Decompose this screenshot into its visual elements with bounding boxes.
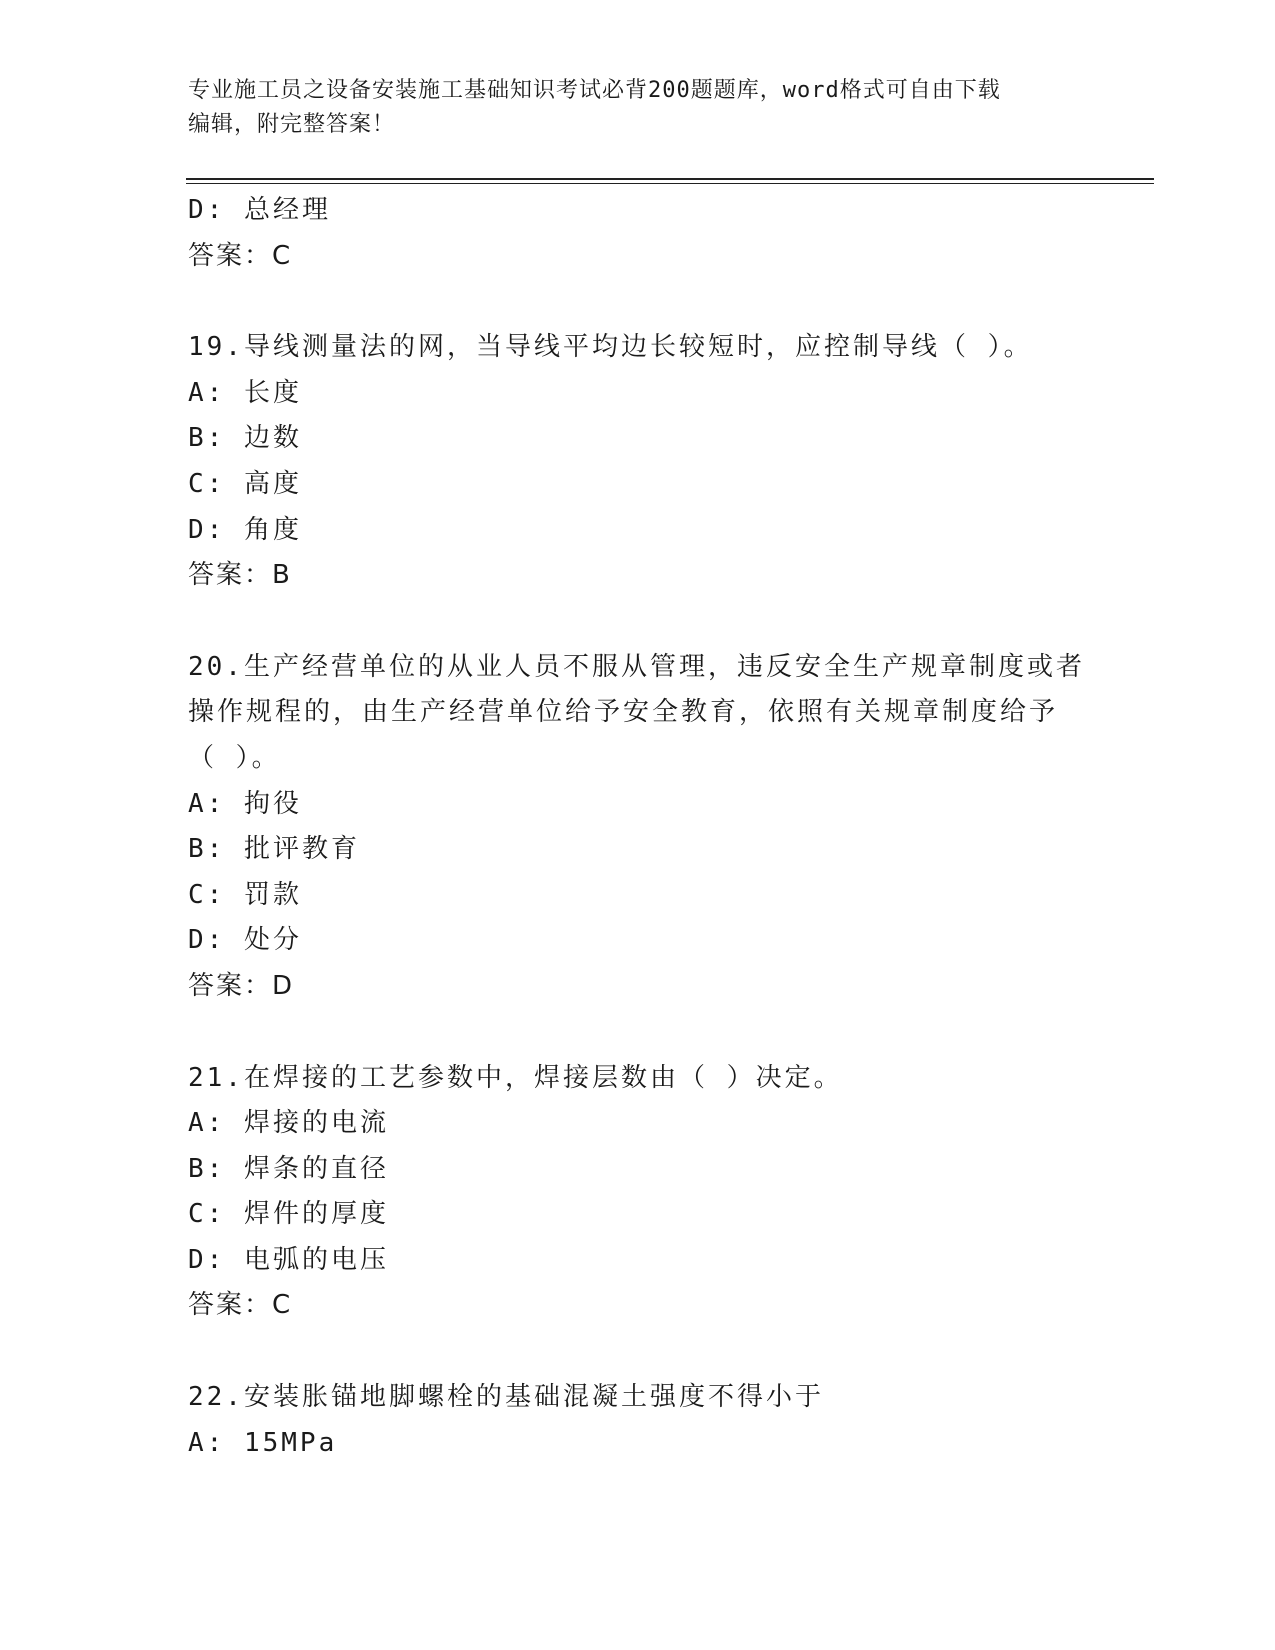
answer-line: 答案：C [188, 240, 293, 271]
question-21 [188, 1056, 1088, 1330]
question-22 [188, 1375, 1088, 1466]
option-c: C: 高度 [188, 468, 302, 499]
header-rule-thick [186, 178, 1154, 180]
answer-line: 答案：B [188, 560, 292, 591]
option-d: D: 处分 [188, 925, 302, 956]
question-stem-line-1: 20.生产经营单位的从业人员不服从管理，违反安全生产规章制度或者 [188, 651, 1085, 682]
option-c: C: 罚款 [188, 879, 302, 910]
option-d: D: 电弧的电压 [188, 1244, 389, 1275]
question-19 [188, 325, 1088, 599]
question-stem-line-2: 操作规程的，由生产经营单位给予安全教育，依照有关规章制度给予 [188, 697, 1059, 728]
spacer [188, 1329, 1088, 1375]
option-b: B: 边数 [188, 423, 302, 454]
answer-line: 答案：D [188, 970, 295, 1001]
question-20 [188, 645, 1088, 1010]
option-c: C: 焊件的厚度 [188, 1199, 389, 1230]
header-line-2: 编辑，附完整答案！ [188, 112, 396, 137]
question-stem: 21.在焊接的工艺参数中，焊接层数由（ ）决定。 [188, 1062, 843, 1093]
header-line-1: 专业施工员之设备安装施工基础知识考试必背200题题库，word格式可自由下载 [188, 78, 1001, 103]
question-stem: 22.安装胀锚地脚螺栓的基础混凝土强度不得小于 [188, 1382, 824, 1413]
option-b: B: 焊条的直径 [188, 1153, 389, 1184]
answer-line: 答案：C [188, 1290, 293, 1321]
page-header [188, 74, 1088, 142]
option-d: D: 总经理 [188, 195, 331, 225]
spacer [188, 599, 1088, 645]
option-a: A: 15MPa [188, 1427, 338, 1458]
spacer [188, 279, 1088, 325]
question-stem: 19.导线测量法的网，当导线平均边长较短时，应控制导线（ ）。 [188, 332, 1033, 363]
option-a: A: 长度 [188, 377, 302, 408]
question-list [188, 188, 1088, 1466]
header-rule-thin [186, 183, 1154, 184]
option-a: A: 焊接的电流 [188, 1108, 389, 1139]
option-d: D: 角度 [188, 514, 302, 545]
option-b: B: 批评教育 [188, 834, 360, 865]
question-stem-line-3: （ ）。 [188, 742, 281, 773]
option-a: A: 拘役 [188, 788, 302, 819]
spacer [188, 1010, 1088, 1056]
